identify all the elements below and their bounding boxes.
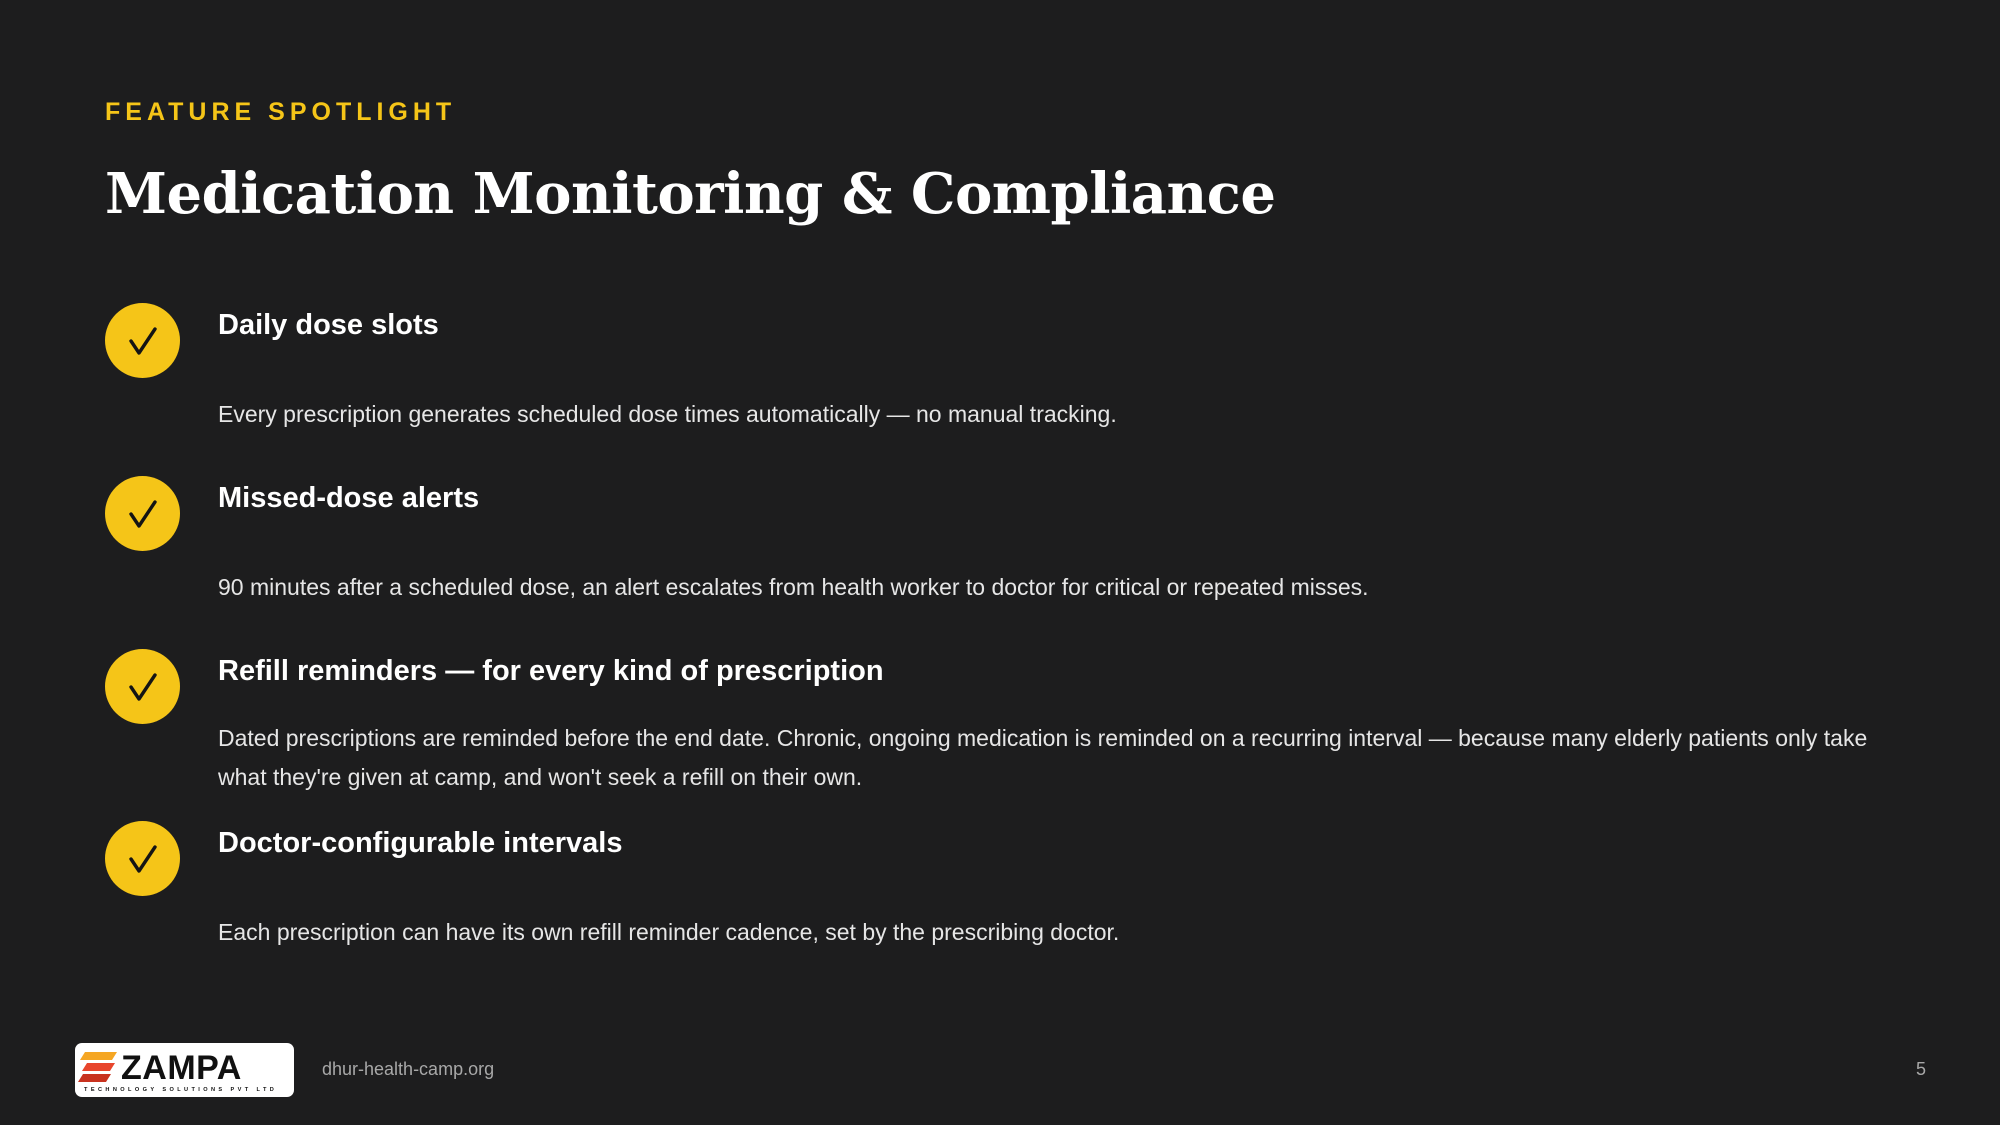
check-icon — [105, 649, 180, 724]
eyebrow-label: FEATURE SPOTLIGHT — [105, 98, 457, 126]
feature-description: 90 minutes after a scheduled dose, an alert escalates from health worker to doctor for critical or repeated misses. — [218, 574, 1369, 600]
page-title: Medication Monitoring & Compliance — [105, 161, 1276, 227]
check-icon — [105, 821, 180, 896]
feature-title: Refill reminders — for every kind of prescription — [218, 655, 884, 687]
svg-text:TECHNOLOGY SOLUTIONS PVT LTD: TECHNOLOGY SOLUTIONS PVT LTD — [84, 1087, 278, 1093]
footer-url: dhur-health-camp.org — [322, 1059, 495, 1079]
svg-text:ZAMPA: ZAMPA — [121, 1049, 242, 1087]
feature-title: Daily dose slots — [218, 309, 439, 341]
feature-description: Each prescription can have its own refill reminder cadence, set by the prescribing doctor. — [218, 919, 1120, 945]
check-icon — [105, 476, 180, 551]
feature-description: Every prescription generates scheduled dose times automatically — no manual tracking. — [218, 401, 1117, 427]
feature-title: Doctor-configurable intervals — [218, 827, 623, 859]
feature-description: Dated prescriptions are reminded before the end date. Chronic, ongoing medication is reminded on a recurring interval — because many elderly patients only take what they're given at camp, and won't seek a refill on their own. — [218, 725, 1868, 790]
feature-title: Missed-dose alerts — [218, 482, 480, 514]
zampa-logo — [75, 1043, 294, 1097]
page-number: 5 — [1915, 1059, 1926, 1079]
check-icon — [105, 303, 180, 378]
